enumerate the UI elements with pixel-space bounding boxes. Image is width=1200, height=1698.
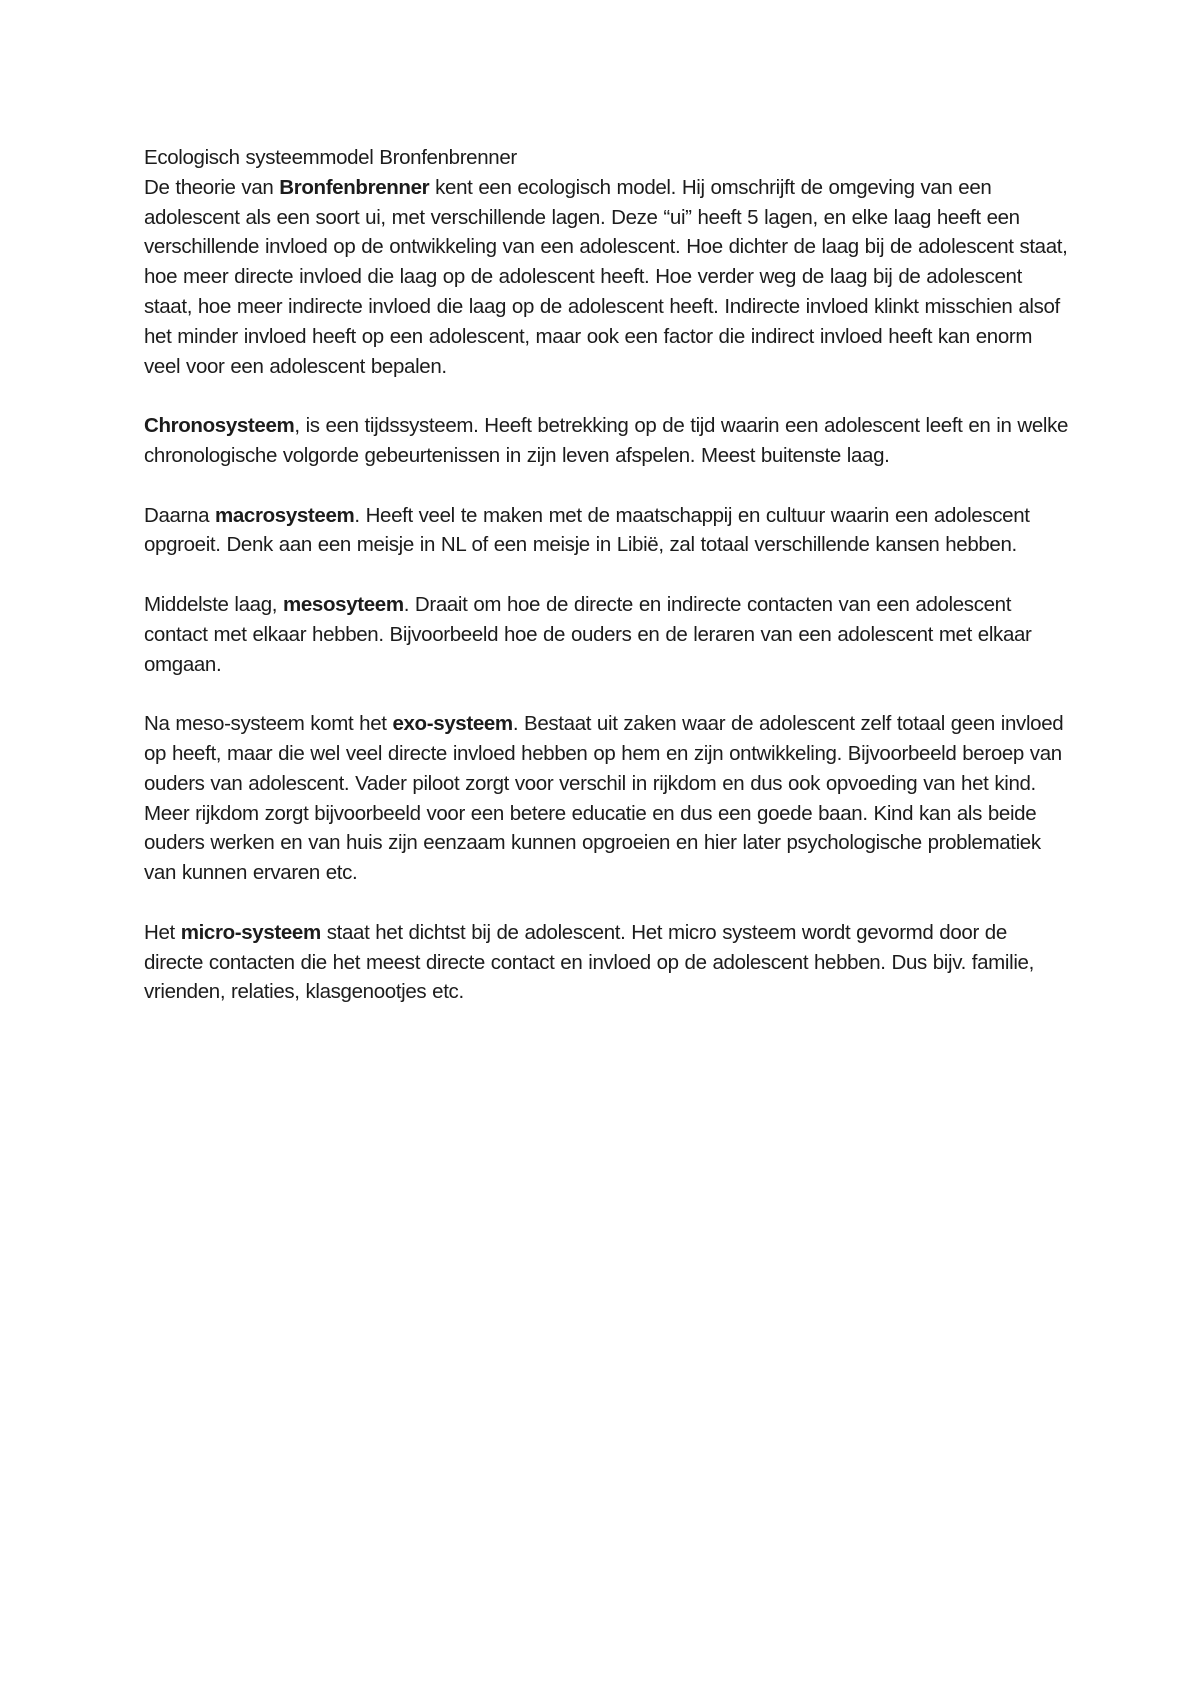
meso-bold-term: mesosyteem <box>282 592 404 616</box>
meso-text-1: Middelste laag, <box>144 592 283 616</box>
intro-text-1: De theorie van <box>144 175 280 199</box>
meso-text-2: . Draait om hoe de directe en indirecte contacten van een adolescent contact met elkaar hebben. Bijvoorbeeld hoe de ouders en de leraren van een adolescent met elkaar omgaan. <box>144 592 1032 676</box>
chrono-bold-term: Chronosysteem <box>144 414 295 438</box>
macro-text-2: . Heeft veel te maken met de maatschappij en cultuur waarin een adolescent opgroeit. Denk aan een meisje in NL of een meisje in Libië, zal totaal verschillende kansen hebben. <box>144 503 1030 557</box>
document-title: Ecologisch systeemmodel Bronfenbrenner <box>144 146 517 169</box>
paragraph-exosysteem <box>144 709 1069 888</box>
document-body <box>144 143 1069 1037</box>
paragraph-microsysteem <box>144 918 1069 1007</box>
paragraph-mesosysteem <box>144 590 1069 679</box>
intro-text-2: kent een ecologisch model. Hij omschrijft de omgeving van een adolescent als een soort ui, met verschillende lagen. Deze “ui” heeft 5 lagen, en elke laag heeft een verschillende invloed op de ontwikkeling van een adolescent. Hoe dichter de laag bij de adolescent staat, hoe meer directe invloed die laag op de adolescent heeft. Hoe verder weg de laag bij de adolescent staat, hoe meer indirecte invloed die laag op de adolescent heeft. Indirecte invloed klinkt misschien alsof het minder invloed heeft op een adolescent, maar ook een factor die indirect invloed heeft kan enorm veel voor een adolescent bepalen. <box>144 175 1068 378</box>
chrono-text: , is een tijdssysteem. Heeft betrekking op de tijd waarin een adolescent leeft en in welke chronologische volgorde gebeurtenissen in zijn leven afspelen. Meest buitenste laag. <box>144 414 1069 467</box>
micro-text-2: staat het dichtst bij de adolescent. Het micro systeem wordt gevormd door de directe contacten die het meest directe contact en invloed op de adolescent hebben. Dus bijv. familie, vrienden, relaties, klasgenootjes etc. <box>144 920 1034 1004</box>
exo-text-2: . Bestaat uit zaken waar de adolescent zelf totaal geen invloed op heeft, maar die wel veel directe invloed hebben op hem en zijn ontwikkeling. Bijvoorbeeld beroep van ouders van adolescent. Vader piloot zorgt voor verschil in rijkdom en dus ook opvoeding van het kind. Meer rijkdom zorgt bijvoorbeeld voor een betere educatie en dus een goede baan. Kind kan als beide ouders werken en van huis zijn eenzaam kunnen opgroeien en hier later psychologische problematiek van kunnen ervaren etc. <box>144 712 1064 885</box>
paragraph-chronosysteem <box>144 411 1069 471</box>
paragraph-intro <box>144 173 1069 382</box>
exo-text-1: Na meso-systeem komt het <box>144 712 393 736</box>
micro-bold-term: micro-systeem <box>180 920 321 944</box>
micro-text-1: Het <box>144 920 181 944</box>
paragraph-macrosysteem <box>144 501 1069 561</box>
intro-bold-term: Bronfenbrenner <box>279 175 430 199</box>
macro-bold-term: macrosysteem <box>214 503 355 527</box>
macro-text-1: Daarna <box>144 503 215 527</box>
exo-bold-term: exo-systeem <box>392 712 513 736</box>
